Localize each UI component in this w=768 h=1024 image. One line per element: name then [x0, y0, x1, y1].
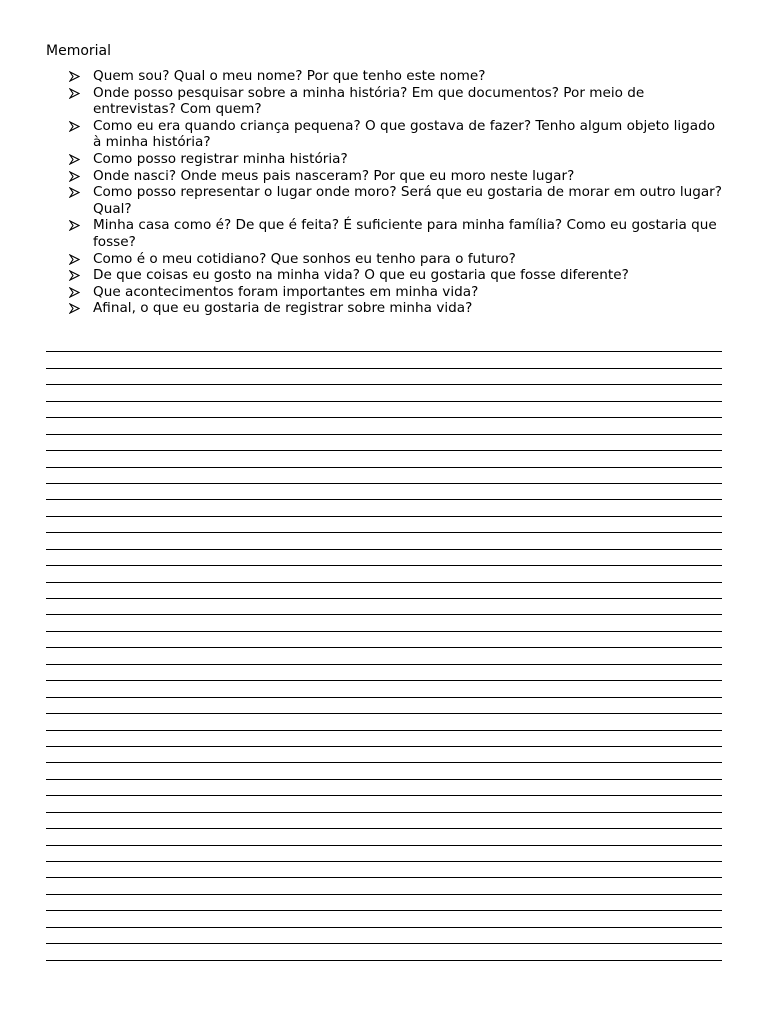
question-item [46, 85, 722, 118]
answer-line [46, 895, 722, 911]
question-text: Como posso registrar minha história? [93, 150, 348, 167]
answer-line [46, 402, 722, 418]
question-item [46, 168, 722, 185]
answer-line [46, 352, 722, 368]
answer-line [46, 468, 722, 484]
question-text: De que coisas eu gosto na minha vida? O que eu gostaria que fosse diferente? [93, 267, 629, 284]
question-text: Afinal, o que eu gostaria de registrar sobre minha vida? [93, 300, 473, 317]
answer-line [46, 566, 722, 582]
answer-line [46, 878, 722, 894]
question-text: Minha casa como é? De que é feita? É suficiente para minha família? Como eu gostaria que fosse? [93, 217, 717, 250]
arrowhead-bullet-icon [69, 71, 80, 82]
answer-line [46, 369, 722, 385]
question-text: Como posso representar o lugar onde moro? Será que eu gostaria de morar em outro lugar? Qual? [93, 184, 722, 217]
answer-line [46, 763, 722, 779]
arrowhead-bullet-icon [69, 121, 80, 132]
question-item [46, 118, 722, 151]
question-item [46, 251, 722, 268]
answer-line [46, 599, 722, 615]
question-item [46, 267, 722, 284]
answer-line [46, 517, 722, 533]
answer-lines [46, 336, 722, 961]
answer-line [46, 435, 722, 451]
answer-line [46, 533, 722, 549]
answer-line [46, 385, 722, 401]
answer-line [46, 451, 722, 467]
arrowhead-bullet-icon [69, 171, 80, 182]
answer-line [46, 648, 722, 664]
question-item [46, 68, 722, 85]
answer-line [46, 500, 722, 516]
answer-line [46, 698, 722, 714]
answer-line [46, 747, 722, 763]
answer-line [46, 862, 722, 878]
answer-line [46, 418, 722, 434]
question-text: Como eu era quando criança pequena? O que gostava de fazer? Tenho algum objeto ligado à minha história? [93, 117, 716, 151]
answer-line [46, 681, 722, 697]
arrowhead-bullet-icon [69, 154, 80, 165]
answer-line [46, 731, 722, 747]
answer-line [46, 928, 722, 944]
answer-line [46, 796, 722, 812]
arrowhead-bullet-icon [69, 254, 80, 265]
arrowhead-bullet-icon [69, 303, 80, 314]
question-text: Que acontecimentos foram importantes em minha vida? [93, 283, 479, 300]
answer-line [46, 632, 722, 648]
answer-line [46, 550, 722, 566]
answer-line [46, 583, 722, 599]
question-item [46, 151, 722, 168]
question-list [46, 68, 722, 317]
answer-line [46, 846, 722, 862]
answer-line [46, 484, 722, 500]
question-text: Onde nasci? Onde meus pais nasceram? Por que eu moro neste lugar? [93, 167, 575, 184]
arrowhead-bullet-icon [69, 88, 80, 99]
question-item [46, 184, 722, 217]
answer-line [46, 665, 722, 681]
question-item [46, 284, 722, 301]
question-text: Como é o meu cotidiano? Que sonhos eu tenho para o futuro? [93, 250, 516, 267]
document-title: Memorial [46, 43, 112, 59]
question-text: Onde posso pesquisar sobre a minha história? Em que documentos? Por meio de entrevistas? Com quem? [93, 84, 645, 118]
answer-line [46, 714, 722, 730]
answer-line [46, 911, 722, 927]
answer-line [46, 829, 722, 845]
answer-line [46, 944, 722, 960]
arrowhead-bullet-icon [69, 287, 80, 298]
arrowhead-bullet-icon [69, 270, 80, 281]
arrowhead-bullet-icon [69, 220, 80, 231]
answer-line [46, 780, 722, 796]
arrowhead-bullet-icon [69, 187, 80, 198]
answer-line [46, 813, 722, 829]
answer-line [46, 336, 722, 352]
answer-line [46, 615, 722, 631]
question-text: Quem sou? Qual o meu nome? Por que tenho este nome? [93, 68, 486, 84]
question-item [46, 300, 722, 317]
question-item [46, 217, 722, 250]
